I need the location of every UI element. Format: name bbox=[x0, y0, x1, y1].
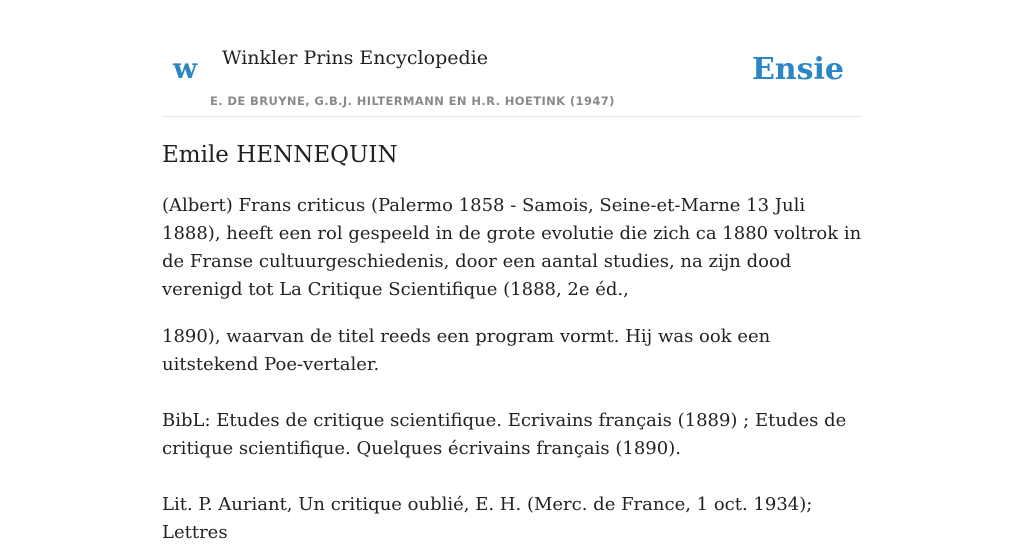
article-paragraph: (Albert) Frans criticus (Palermo 1858 - Samois, Seine-et-Marne 13 Juli 1888), heeft een rol gespeeld in de grote evolutie die zich ca 1880 voltrok in de Franse cultuurgeschiedenis, door een aantal studies, na zijn dood verenigd tot La Critique Scientifique (1888, 2e éd., bbox=[162, 195, 862, 300]
article-content bbox=[162, 138, 862, 547]
ensie-brand-link[interactable]: Ensie bbox=[751, 52, 844, 87]
article-literature: Lit. P. Auriant, Un critique oublié, E. H. (Merc. de France, 1 oct. 1934); Lettres bbox=[162, 494, 813, 543]
article-paragraph: 1890), waarvan de titel reeds een program vormt. Hij was ook een uitstekend Poe-vertaler. bbox=[162, 326, 771, 375]
site-title[interactable]: Winkler Prins Encyclopedie bbox=[222, 47, 488, 69]
site-subtitle: E. DE BRUYNE, G.B.J. HILTERMANN EN H.R. HOETINK (1947) bbox=[210, 94, 615, 108]
site-header bbox=[162, 0, 862, 117]
winkler-prins-logo-icon[interactable]: w bbox=[173, 52, 198, 85]
article-title: Emile HENNEQUIN bbox=[162, 142, 398, 168]
article-bibliography: BibL: Etudes de critique scientifique. Ecrivains français (1889) ; Etudes de critique scientifique. Quelques écrivains français (1890). bbox=[162, 410, 847, 459]
